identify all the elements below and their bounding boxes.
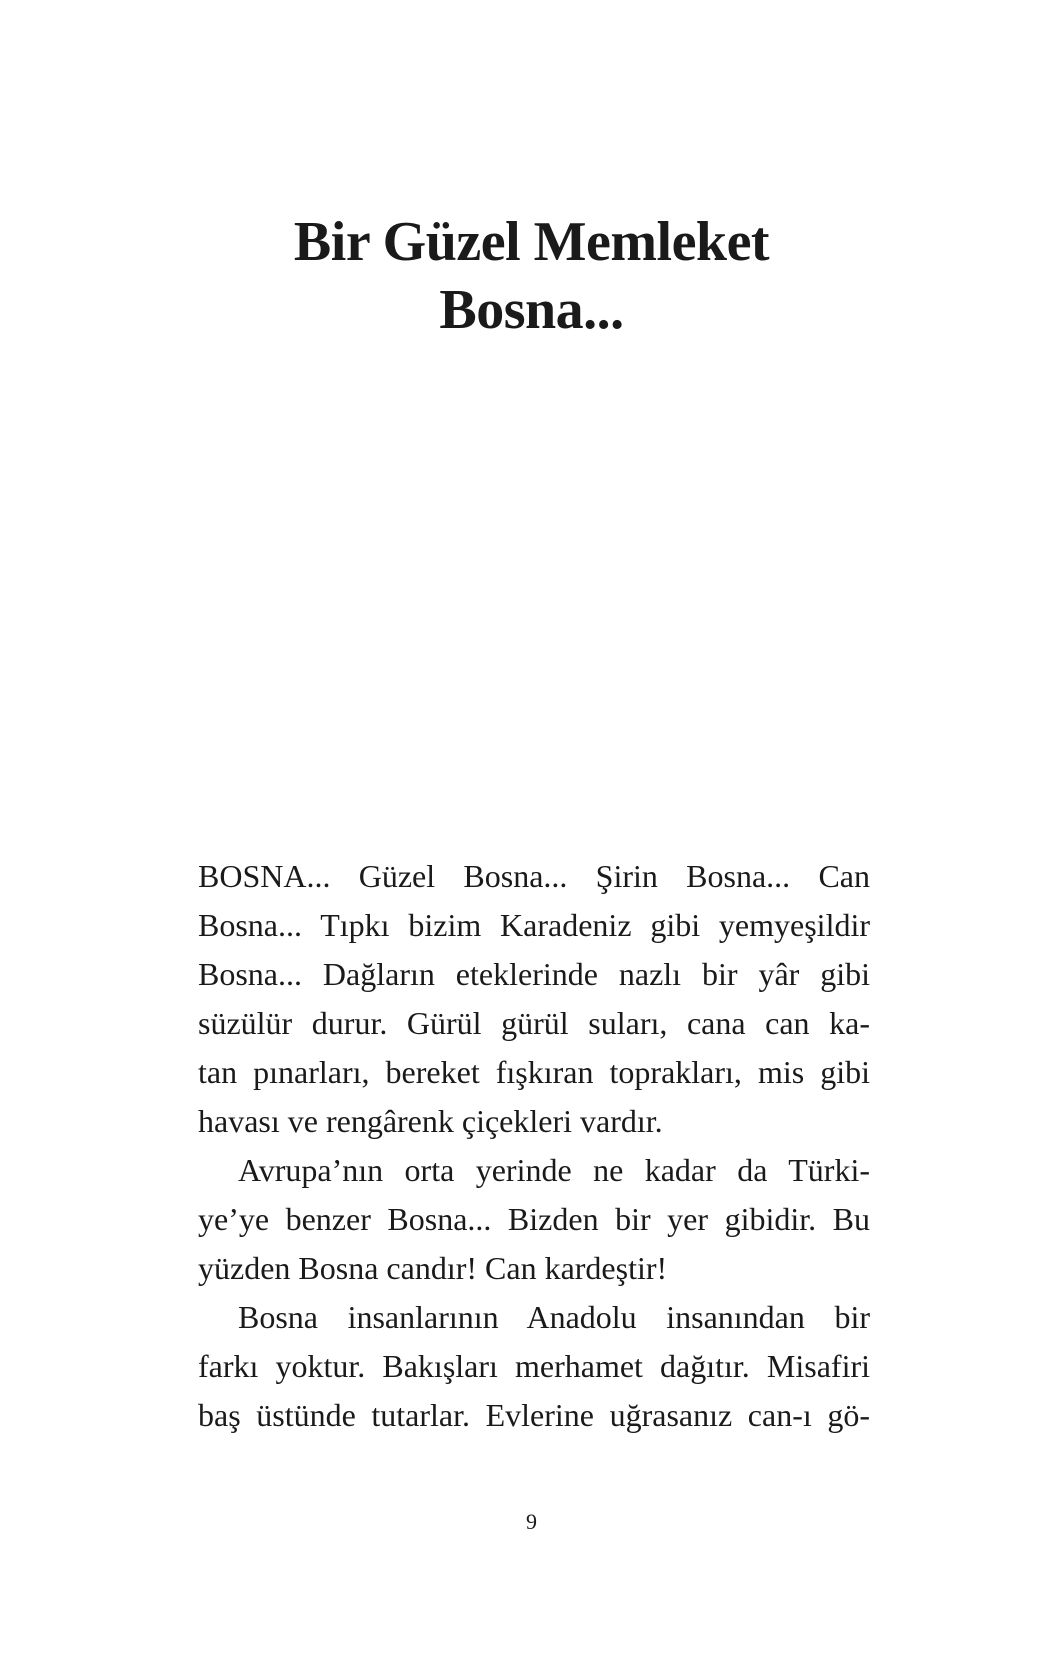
text-line: Avrupa’nın orta yerinde ne kadar da Türki- bbox=[238, 1152, 870, 1188]
body-text bbox=[198, 852, 870, 1440]
text-line: tan pınarları, bereket fışkıran toprakları, mis gibi bbox=[198, 1054, 870, 1090]
text-line: Bosna... Tıpkı bizim Karadeniz gibi yemyeşildir bbox=[198, 907, 870, 943]
chapter-title-line-1: Bir Güzel Memleket bbox=[293, 211, 770, 273]
paragraph-3 bbox=[198, 1293, 870, 1440]
page-number: 9 bbox=[526, 1509, 537, 1534]
text-line: süzülür durur. Gürül gürül suları, cana can ka- bbox=[198, 1005, 870, 1041]
text-line: BOSNA... Güzel Bosna... Şirin Bosna... Can bbox=[198, 858, 870, 894]
text-line: farkı yoktur. Bakışları merhamet dağıtır. Misafiri bbox=[198, 1348, 870, 1384]
text-line: yüzden Bosna candır! Can kardeştir! bbox=[198, 1250, 668, 1286]
text-line: Bosna insanlarının Anadolu insanından bir bbox=[238, 1299, 870, 1335]
text-line: baş üstünde tutarlar. Evlerine uğrasanız can-ı gö- bbox=[198, 1397, 870, 1433]
text-line: havası ve rengârenk çiçekleri vardır. bbox=[198, 1103, 663, 1139]
text-line: Bosna... Dağların eteklerinde nazlı bir yâr gibi bbox=[198, 956, 870, 992]
chapter-title-line-2: Bosna... bbox=[439, 279, 624, 341]
text-line: ye’ye benzer Bosna... Bizden bir yer gibidir. Bu bbox=[198, 1201, 870, 1237]
chapter-title bbox=[0, 208, 1063, 344]
paragraph-1 bbox=[198, 852, 870, 1146]
paragraph-2 bbox=[198, 1146, 870, 1293]
